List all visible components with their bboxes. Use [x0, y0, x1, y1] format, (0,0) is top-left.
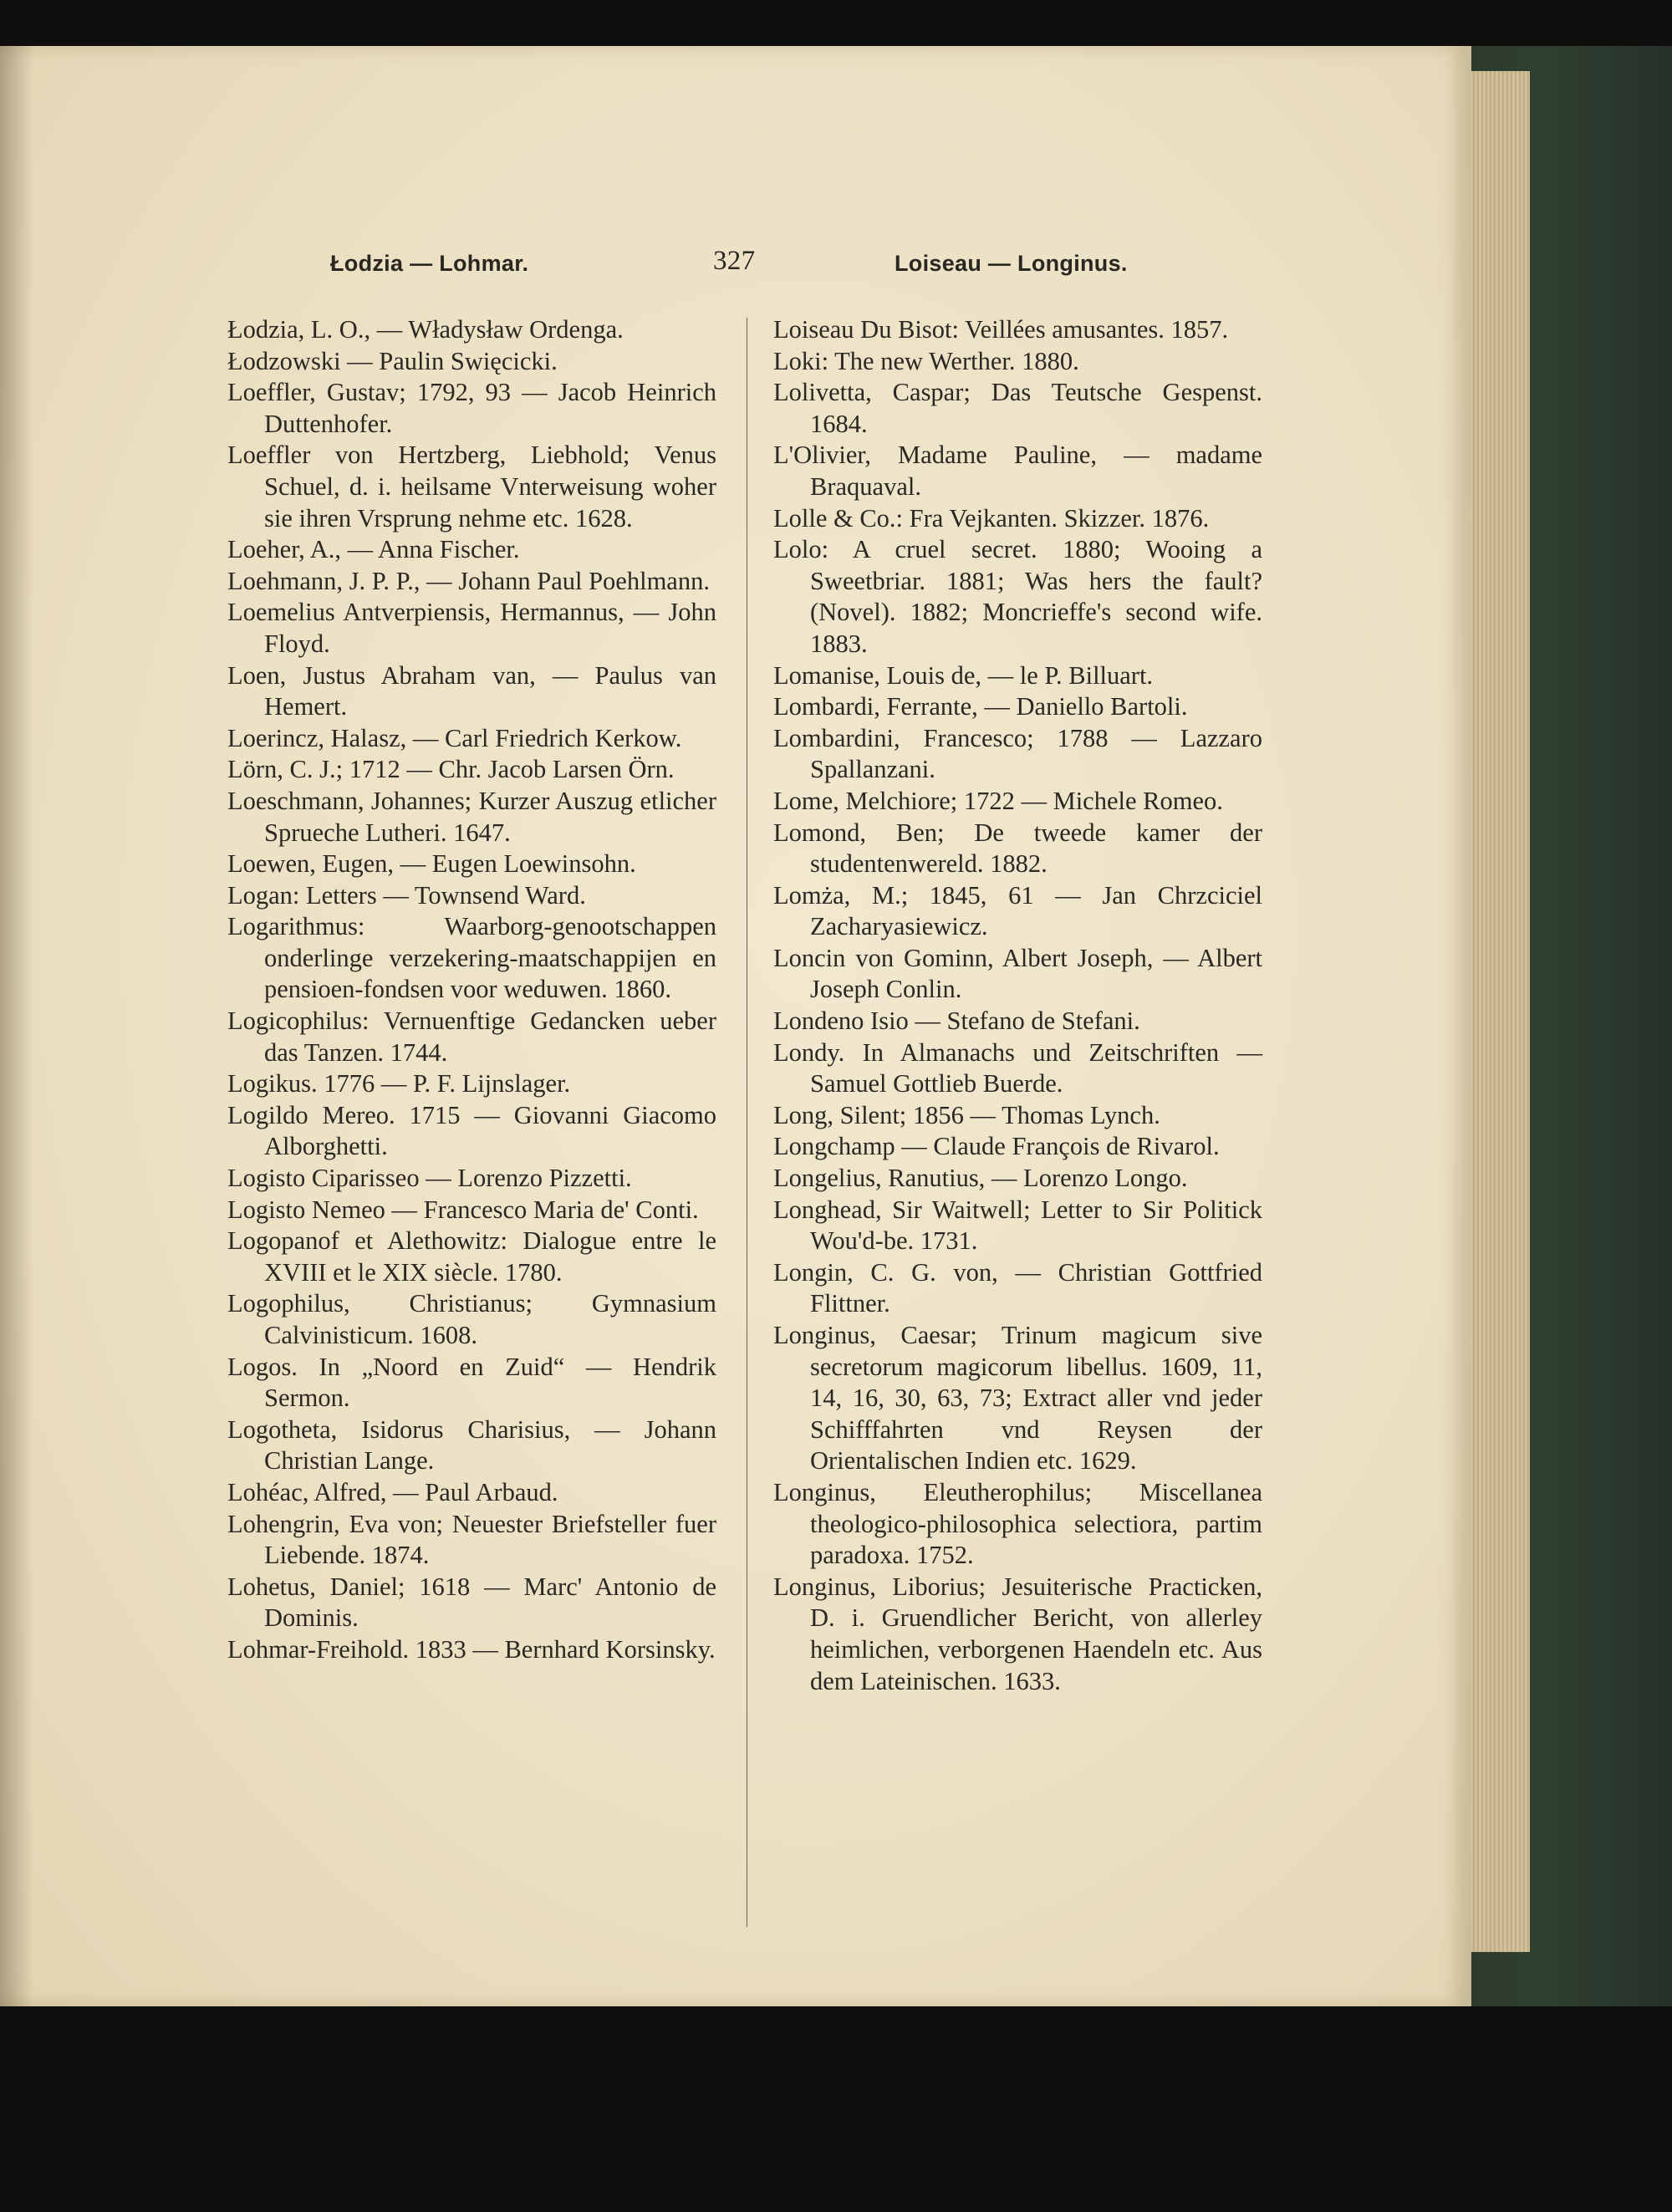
entry: Loiseau Du Bisot: Veillées amusantes. 1857. — [773, 315, 1229, 344]
gutter-shadow — [0, 46, 33, 2006]
entry: Loemelius Antverpiensis, Hermannus, — John Floyd. — [227, 598, 716, 658]
entry: Long, Silent; 1856 — Thomas Lynch. — [773, 1100, 1160, 1129]
entry: Longhead, Sir Waitwell; Letter to Sir Politick Wou'd-be. 1731. — [773, 1195, 1262, 1256]
entry: Logildo Mereo. 1715 — Giovanni Giacomo Alborghetti. — [227, 1100, 716, 1161]
entry: Loen, Justus Abraham van, — Paulus van Hemert. — [227, 660, 716, 721]
entry: Logisto Ciparisseo — Lorenzo Pizzetti. — [227, 1164, 632, 1193]
entry: Łodzowski — Paulin Swięcicki. — [227, 346, 558, 375]
entry: Longinus, Liborius; Jesuiterische Practicken, D. i. Gruendlicher Bericht, von allerley heimlichen, verborgenen Haendeln etc. Aus dem Lateinischen. 1633. — [773, 1572, 1262, 1695]
entry: Longinus, Caesar; Trinum magicum sive secretorum magicorum libellus. 1609, 11, 14, 16, 30, 63, 73; Extract aller vnd jeder Schifffahrten vnd Reysen der Orientalischen Indien etc. 1629. — [773, 1321, 1262, 1476]
page-block-edges — [1463, 71, 1530, 1952]
entry: Lolo: A cruel secret. 1880; Wooing a Sweetbriar. 1881; Was hers the fault? (Novel). 1882; Moncrieffe's second wife. 1883. — [773, 535, 1262, 658]
entry: Lombardi, Ferrante, — Daniello Bartoli. — [773, 692, 1188, 721]
entry: Logikus. 1776 — P. F. Lijnslager. — [227, 1069, 571, 1098]
entry: Lolivetta, Caspar; Das Teutsche Gespenst. 1684. — [773, 378, 1262, 438]
entry: Lome, Melchiore; 1722 — Michele Romeo. — [773, 786, 1223, 815]
entry: Logos. In „Noord en Zuid“ — Hendrik Sermon. — [227, 1352, 716, 1413]
entry: Loehmann, J. P. P., — Johann Paul Poehlmann. — [227, 566, 710, 595]
entry: Loewen, Eugen, — Eugen Loewinsohn. — [227, 849, 636, 879]
entry: Lomond, Ben; De tweede kamer der studentenwereld. 1882. — [773, 818, 1262, 879]
entry: Lomanise, Louis de, — le P. Billuart. — [773, 660, 1154, 690]
entry: Longchamp — Claude François de Rivarol. — [773, 1132, 1220, 1161]
entry: Londeno Isio — Stefano de Stefani. — [773, 1007, 1140, 1036]
entry: Loeher, A., — Anna Fischer. — [227, 535, 520, 564]
entry: Logan: Letters — Townsend Ward. — [227, 880, 586, 910]
entry: Lohmar-Freihold. 1833 — Bernhard Korsinsky. — [227, 1634, 716, 1664]
running-head-right: Loiseau — Longinus. — [895, 251, 1128, 276]
entry: Loki: The new Werther. 1880. — [773, 346, 1079, 375]
entry: Logarithmus: Waarborg-genootschappen onderlinge verzekering-maatschappijen en pensioen-fondsen voor weduwen. 1860. — [227, 912, 716, 1004]
entry: Londy. In Almanachs und Zeitschriften — Samuel Gottlieb Buerde. — [773, 1037, 1262, 1098]
entry: Lolle & Co.: Fra Vejkanten. Skizzer. 1876. — [773, 503, 1210, 533]
entry: Loeffler, Gustav; 1792, 93 — Jacob Heinrich Duttenhofer. — [227, 378, 716, 438]
entry: Lohetus, Daniel; 1618 — Marc' Antonio de Dominis. — [227, 1572, 716, 1633]
entry: Logicophilus: Vernuenftige Gedancken ueber das Tanzen. 1744. — [227, 1007, 716, 1067]
entry: Loeschmann, Johannes; Kurzer Auszug etlicher Sprueche Lutheri. 1647. — [227, 786, 716, 847]
left-column — [227, 314, 716, 1666]
entry: Longin, C. G. von, — Christian Gottfried Flittner. — [773, 1257, 1262, 1318]
entry: Logopanof et Alethowitz: Dialogue entre le XVIII et le XIX siècle. 1780. — [227, 1226, 716, 1287]
entry: Loncin von Gominn, Albert Joseph, — Albert Joseph Conlin. — [773, 943, 1262, 1004]
entry: Longelius, Ranutius, — Lorenzo Longo. — [773, 1164, 1188, 1193]
entry: Lombardini, Francesco; 1788 — Lazzaro Spallanzani. — [773, 723, 1262, 784]
entry: Łodzia, L. O., — Władysław Ordenga. — [227, 315, 624, 344]
right-column — [773, 314, 1262, 1697]
entry: L'Olivier, Madame Pauline, — madame Braquaval. — [773, 441, 1262, 501]
entry: Logophilus, Christianus; Gymnasium Calvinisticum. 1608. — [227, 1289, 716, 1349]
entry: Loeffler von Hertzberg, Liebhold; Venus Schuel, d. i. heilsame Vnterweisung woher sie ihren Vrsprung nehme etc. 1628. — [227, 441, 716, 533]
running-head-left: Łodzia — Lohmar. — [330, 251, 529, 276]
entry: Loerincz, Halasz, — Carl Friedrich Kerkow. — [227, 723, 682, 752]
entry: Longinus, Eleutherophilus; Miscellanea theologico-philosophica selectiora, partim paradoxa. 1752. — [773, 1477, 1262, 1570]
entry: Logotheta, Isidorus Charisius, — Johann Christian Lange. — [227, 1414, 716, 1476]
page-number: 327 — [713, 246, 756, 276]
entry: Lohengrin, Eva von; Neuester Briefsteller fuer Liebende. 1874. — [227, 1509, 716, 1570]
entry: Lohéac, Alfred, — Paul Arbaud. — [227, 1477, 558, 1506]
entry: Lörn, C. J.; 1712 — Chr. Jacob Larsen Örn. — [227, 755, 675, 784]
entry: Lomża, M.; 1845, 61 — Jan Chrzciciel Zacharyasiewicz. — [773, 880, 1262, 941]
entry: Logisto Nemeo — Francesco Maria de' Conti. — [227, 1195, 699, 1224]
